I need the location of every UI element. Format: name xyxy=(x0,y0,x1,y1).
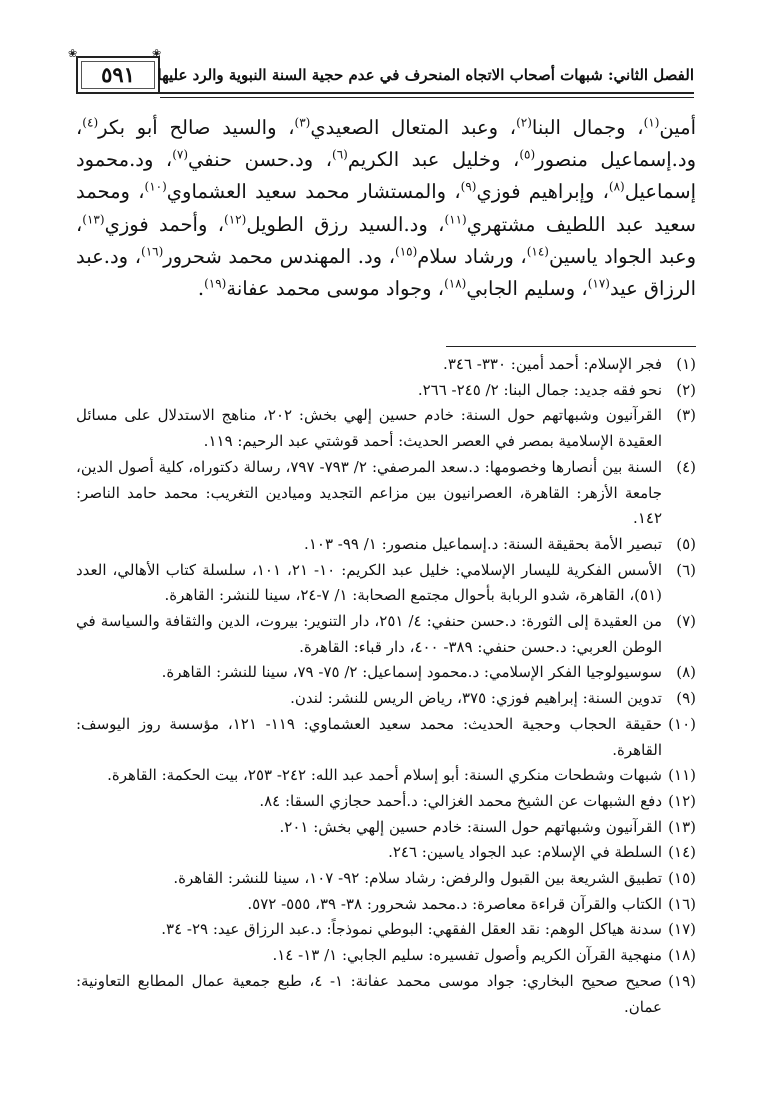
footnote-marker[interactable]: (١٩) xyxy=(204,276,227,291)
footnote-marker[interactable]: (٨) xyxy=(608,179,625,194)
ornament-icon: ❀ xyxy=(152,47,162,60)
body-text-segment: . xyxy=(197,277,205,301)
footnote-item xyxy=(76,558,696,609)
page-header xyxy=(70,48,694,98)
body-text-segment: ، ود. المهندس محمد شحرور xyxy=(163,244,396,268)
footnotes xyxy=(76,352,696,1020)
header-rule-thin xyxy=(160,97,694,98)
footnote-marker[interactable]: (١١) xyxy=(444,212,467,227)
footnote-item xyxy=(76,943,696,969)
footnote-text: سدنة هياكل الوهم: نقد العقل الفقهي: البوطي نموذجاً: د.عبد الرزاق عيد: ٢٩- ٣٤. xyxy=(161,920,662,939)
footnote-marker[interactable]: (١٧) xyxy=(587,276,610,291)
footnote-number: (٤) xyxy=(676,457,696,476)
footnote-number: (١٩) xyxy=(668,971,696,990)
page-number: ٥٩١ xyxy=(101,62,135,87)
footnote-text: شبهات وشطحات منكري السنة: أبو إسلام أحمد عبد الله: ٢٤٢- ٢٥٣، بيت الحكمة: القاهرة. xyxy=(107,766,662,785)
footnote-text: الكتاب والقرآن قراءة معاصرة: د.محمد شحرور: ٣٨- ٣٩، ٥٥٥- ٥٧٢. xyxy=(247,894,662,913)
footnote-text: القرآنيون وشبهاتهم حول السنة: خادم حسين إلهي بخش: ٢٠١. xyxy=(279,817,662,836)
chapter-title: الفصل الثاني: شبهات أصحاب الاتجاه المنحرف في عدم حجية السنة النبوية والرد عليها xyxy=(157,66,694,84)
footnote-number: (٢) xyxy=(676,380,696,399)
body-text-segment: ، ورشاد سلام xyxy=(417,244,527,268)
page-number-box xyxy=(76,56,160,94)
footnote-number: (١٨) xyxy=(668,946,696,965)
footnote-marker[interactable]: (٤) xyxy=(82,115,99,130)
footnote-marker[interactable]: (٢) xyxy=(516,115,532,130)
footnote-marker[interactable]: (٧) xyxy=(172,147,189,162)
body-text-segment: ، ود.السيد رزق الطويل xyxy=(246,212,445,236)
footnote-text: تبصير الأمة بحقيقة السنة: د.إسماعيل منصور: ١/ ٩٩- ١٠٣. xyxy=(304,534,662,553)
footnote-text: منهجية القرآن الكريم وأصول تفسيره: سليم الجابي: ١/ ١٣- ١٤. xyxy=(272,946,662,965)
footnote-text: القرآنيون وشبهاتهم حول السنة: خادم حسين إلهي بخش: ٢٠٢، مناهج الاستدلال على مسائل العقيدة الإسلامية بمصر في العصر الحديث: أحمد قوشتي عبد الرحيم: ١١٩. xyxy=(76,406,662,451)
footnote-number: (٧) xyxy=(676,612,696,631)
footnote-item xyxy=(76,840,696,866)
footnote-marker[interactable]: (٣) xyxy=(294,115,311,130)
footnote-marker[interactable]: (١٠) xyxy=(144,179,167,194)
footnote-text: الأسس الفكرية لليسار الإسلامي: خليل عبد الكريم: ١٠- ٢١، ١٠١، سلسلة كتاب الأهالي، العدد (٥١)، القاهرة، شدو الربابة بأحوال مجتمع الصحابة: ١/ ٧-٢٤، سينا للنشر: القاهرة. xyxy=(76,560,662,605)
footnote-marker[interactable]: (١٣) xyxy=(82,212,105,227)
ornament-icon: ❀ xyxy=(68,47,78,60)
footnote-number: (١٥) xyxy=(668,869,696,888)
footnote-marker[interactable]: (٥) xyxy=(519,147,536,162)
body-text-segment: ، ود.إسماعيل منصور xyxy=(76,116,696,172)
body-text-segment: ، ود.محمود إسماعيل xyxy=(76,148,696,204)
footnote-marker[interactable]: (١٨) xyxy=(444,276,467,291)
footnote-number: (١١) xyxy=(668,766,696,785)
footnote-item xyxy=(76,686,696,712)
footnote-item xyxy=(76,866,696,892)
body-text-segment: ، والسيد صالح أبو بكر xyxy=(98,116,295,139)
footnote-item xyxy=(76,660,696,686)
footnote-item xyxy=(76,892,696,918)
footnote-number: (١٦) xyxy=(668,894,696,913)
body-text-segment: ، وإبراهيم فوزي xyxy=(476,180,609,204)
footnote-number: (١) xyxy=(676,355,696,373)
footnote-item xyxy=(76,789,696,815)
body-text-segment: ، وسليم الجابي xyxy=(466,277,588,301)
body-text-segment: ، وجمال البنا xyxy=(531,116,644,139)
footnote-text: فجر الإسلام: أحمد أمين: ٣٣٠- ٣٤٦. xyxy=(443,355,662,373)
footnote-text: السنة بين أنصارها وخصومها: د.سعد المرصفي: ٢/ ٧٩٣- ٧٩٧، رسالة دكتوراه، كلية أصول الدين، جامعة الأزهر: القاهرة، العصرانيون بين مزاعم التجديد وميادين التغريب: محمد حامد الناصر: ١٤٢. xyxy=(76,457,662,528)
footnote-text: حقيقة الحجاب وحجية الحديث: محمد سعيد العشماوي: ١١٩- ١٢١، مؤسسة روز اليوسف: القاهرة. xyxy=(76,714,662,759)
footnote-item xyxy=(76,455,696,532)
footnote-item xyxy=(76,609,696,660)
footnote-item xyxy=(76,763,696,789)
footnote-text: تطبيق الشريعة بين القبول والرفض: رشاد سلام: ٩٢- ١٠٧، سينا للنشر: القاهرة. xyxy=(173,869,662,888)
body-text-segment: ، والمستشار محمد سعيد العشماوي xyxy=(166,180,461,204)
footnote-text: دفع الشبهات عن الشيخ محمد الغزالي: د.أحمد حجازي السقا: ٨٤. xyxy=(259,791,662,810)
body-text-segment: ، وجواد موسى محمد عفانة xyxy=(226,277,445,301)
footnote-item xyxy=(76,917,696,943)
footnote-separator xyxy=(446,346,696,347)
body-text-segment: ، وعبد المتعال الصعيدي xyxy=(310,116,517,139)
body-text-segment: ، وعبد الجواد ياسين xyxy=(76,212,696,268)
footnote-item xyxy=(76,352,696,378)
footnote-text: سوسيولوجيا الفكر الإسلامي: د.محمود إسماعيل: ٢/ ٧٥- ٧٩، سينا للنشر: القاهرة. xyxy=(161,663,662,682)
footnote-item xyxy=(76,403,696,454)
footnote-number: (١٢) xyxy=(668,791,696,810)
footnote-marker[interactable]: (١٥) xyxy=(395,244,418,259)
footnote-text: صحيح صحيح البخاري: جواد موسى محمد عفانة: ١- ٤، طبع جمعية عمال المطابع التعاونية: عمان. xyxy=(76,971,662,1016)
footnote-text: نحو فقه جديد: جمال البنا: ٢/ ٢٤٥- ٢٦٦. xyxy=(417,380,662,399)
footnote-item xyxy=(76,712,696,763)
footnote-number: (٨) xyxy=(676,663,696,682)
footnote-number: (١٤) xyxy=(668,843,696,862)
footnote-number: (٣) xyxy=(676,406,696,425)
footnote-number: (٩) xyxy=(676,689,696,708)
footnote-marker[interactable]: (١٤) xyxy=(526,244,549,259)
body-text-segment: ، ود.حسن حنفي xyxy=(188,148,333,172)
footnote-marker[interactable]: (٦) xyxy=(332,147,348,162)
footnote-text: السلطة في الإسلام: عبد الجواد ياسين: ٢٤٦. xyxy=(388,843,662,862)
body-paragraph xyxy=(76,112,696,305)
footnote-item xyxy=(76,969,696,1020)
body-text-segment: أمين xyxy=(659,116,696,139)
footnote-text: من العقيدة إلى الثورة: د.حسن حنفي: ٤/ ٢٥١، دار التنوير: بيروت، الدين والثقافة والسياسة في الوطن العربي: د.حسن حنفي: ٣٨٩- ٤٠٠، دار قباء: القاهرة. xyxy=(76,612,662,656)
body-text-segment: ، ود.عبد الرزاق عيد xyxy=(76,244,696,301)
footnote-number: (١٣) xyxy=(668,817,696,836)
footnote-item xyxy=(76,815,696,841)
footnote-marker[interactable]: (١٦) xyxy=(141,244,164,259)
header-rule xyxy=(160,92,694,94)
footnote-marker[interactable]: (١٢) xyxy=(224,212,247,227)
footnote-number: (٥) xyxy=(676,534,696,553)
footnote-text: تدوين السنة: إبراهيم فوزي: ٣٧٥، رياض الريس للنشر: لندن. xyxy=(290,689,662,708)
body-text-segment: ، وخليل عبد الكريم xyxy=(347,148,520,172)
footnote-marker[interactable]: (٩) xyxy=(460,179,477,194)
footnote-number: (١٧) xyxy=(668,920,696,939)
footnote-item xyxy=(76,378,696,404)
body-text-segment: ، ومحمد سعيد عبد اللطيف مشتهري xyxy=(76,180,696,236)
body-text-segment: ، وأحمد فوزي xyxy=(104,212,225,236)
footnote-item xyxy=(76,532,696,558)
footnote-marker[interactable]: (١) xyxy=(643,115,660,130)
footnote-number: (٦) xyxy=(676,560,696,579)
footnote-number: (١٠) xyxy=(668,714,696,733)
